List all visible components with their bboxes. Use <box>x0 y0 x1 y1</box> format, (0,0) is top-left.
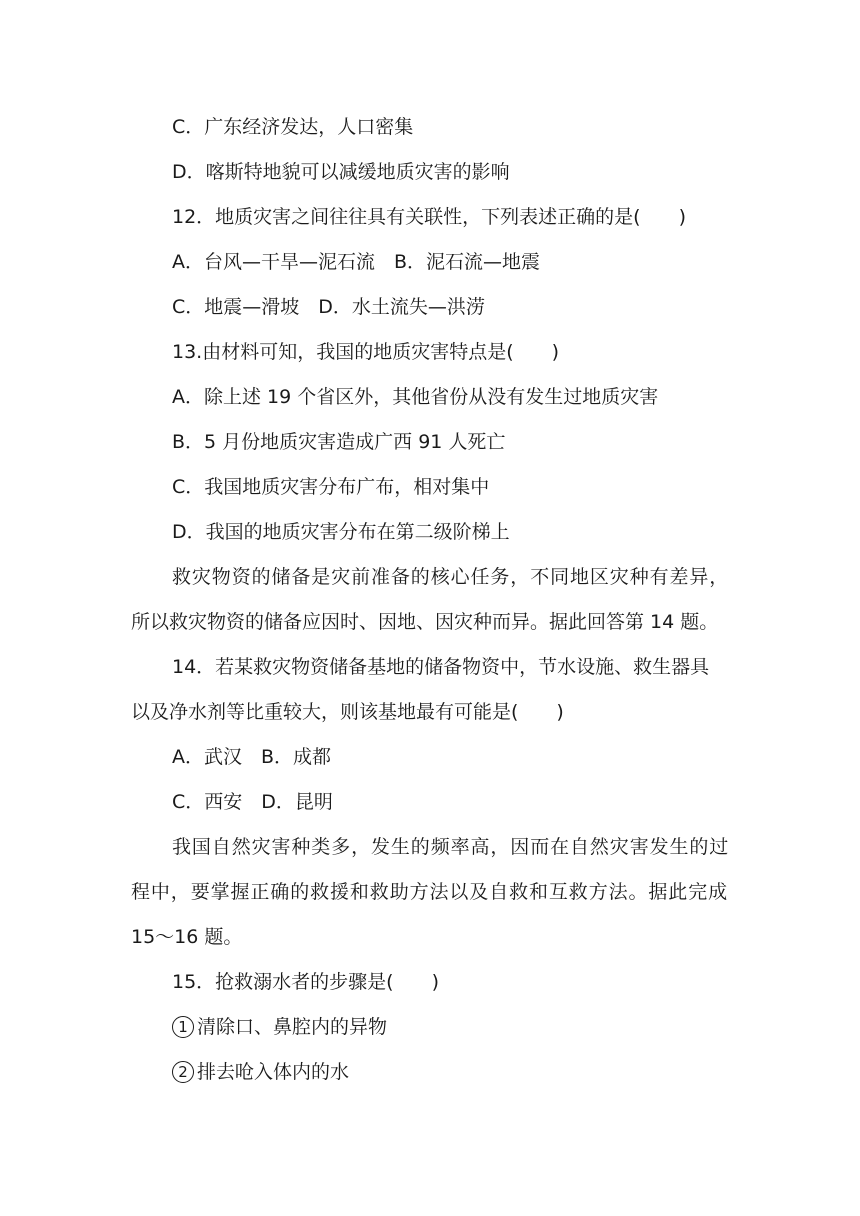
step-item <box>172 1059 349 1085</box>
step-text: 清除口、鼻腔内的异物 <box>197 1016 388 1038</box>
question-14-part-2: 以及净水剂等比重较大，则该基地最有可能是( ) <box>131 701 564 723</box>
material-paragraph-3: 我国自然灾害种类多，发生的频率高，因而在自然灾害发生的过 <box>172 836 730 858</box>
circled-number: 2 <box>172 1061 194 1083</box>
material-paragraph-4: 程中，要掌握正确的救援和救助方法以及自救和互救方法。据此完成 <box>131 881 729 903</box>
option-c-q13: C．我国地质灾害分布广布，相对集中 <box>172 476 490 498</box>
step-text: 排去呛入体内的水 <box>197 1061 350 1083</box>
options-ab-q14: A．武汉 B．成都 <box>172 746 332 768</box>
option-d-q11: D．喀斯特地貌可以减缓地质灾害的影响 <box>172 161 510 183</box>
options-cd-q14: C．西安 D．昆明 <box>172 791 333 813</box>
material-paragraph-1: 救灾物资的储备是灾前准备的核心任务，不同地区灾种有差异， <box>172 566 730 588</box>
step-item <box>172 1014 387 1040</box>
options-cd-q12: C．地震—滑坡 D．水土流失—洪涝 <box>172 296 485 318</box>
material-paragraph-2: 所以救灾物资的储备应因时、因地、因灾种而异。据此回答第 14 题。 <box>131 611 719 633</box>
options-ab-q12: A．台风—干旱—泥石流 B．泥石流—地震 <box>172 251 541 273</box>
option-d-q13: D．我国的地质灾害分布在第二级阶梯上 <box>172 521 510 543</box>
question-14-part-1: 14．若某救灾物资储备基地的储备物资中，节水设施、救生器具 <box>172 656 710 678</box>
question-13: 13.由材料可知，我国的地质灾害特点是( ) <box>172 341 560 363</box>
option-c-q11: C．广东经济发达，人口密集 <box>172 116 414 138</box>
question-15: 15．抢救溺水者的步骤是( ) <box>172 971 440 993</box>
option-b-q13: B．5 月份地质灾害造成广西 91 人死亡 <box>172 431 506 453</box>
option-a-q13: A．除上述 19 个省区外，其他省份从没有发生过地质灾害 <box>172 386 659 408</box>
material-paragraph-5: 15～16 题。 <box>131 926 243 948</box>
circled-number: 1 <box>172 1016 194 1038</box>
question-12: 12．地质灾害之间往往具有关联性，下列表述正确的是( ) <box>172 206 687 228</box>
